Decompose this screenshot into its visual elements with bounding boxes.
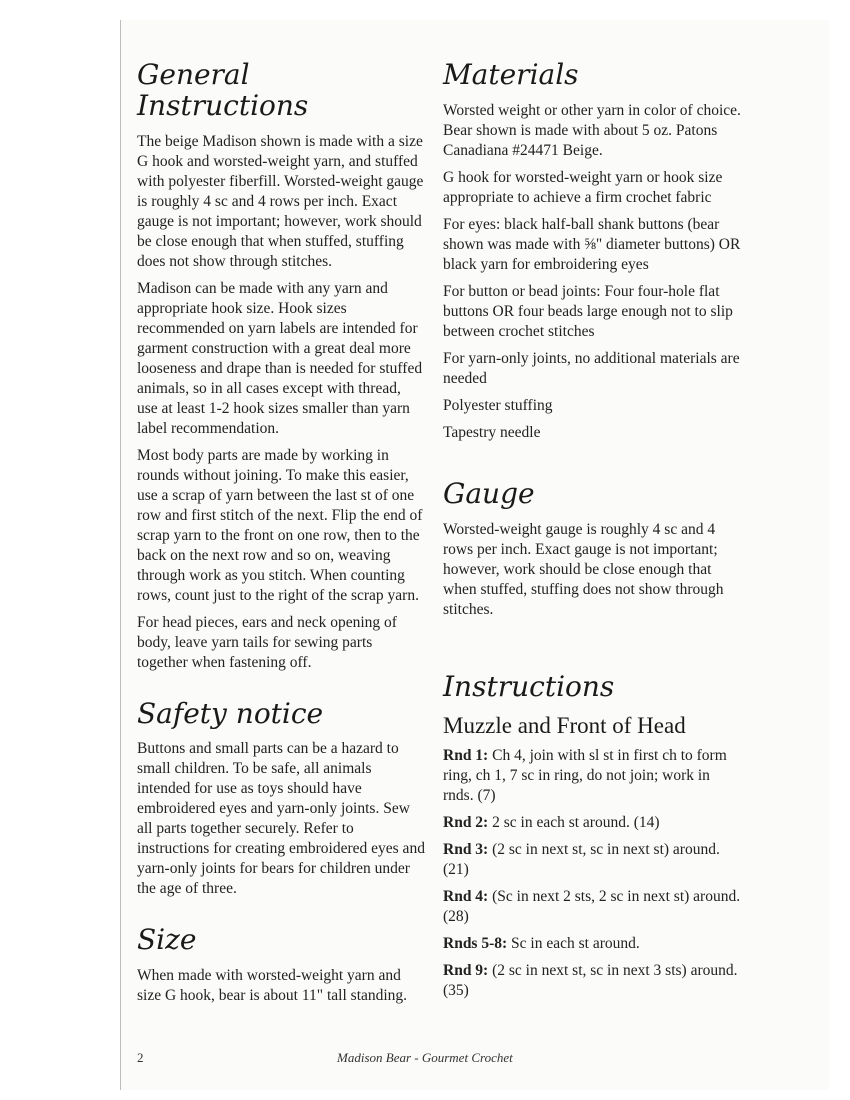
round-instruction (443, 813, 743, 833)
round-text: (Sc in next 2 sts, 2 sc in next st) around. (28) (443, 887, 741, 925)
safety-notice-text: Buttons and small parts can be a hazard to small children. To be safe, all animals intended for use as toys should have embroidered eyes and yarn-only joints. Sew all parts together securely. Refer to instructions for creating embroidered eyes and yarn-only joints for bears for children under the age of three. (137, 740, 425, 898)
muzzle-subheading: Muzzle and Front of Head (443, 713, 686, 739)
safety-notice-heading: Safety notice (137, 696, 324, 730)
gauge-heading: Gauge (443, 476, 535, 510)
materials-item: Tapestry needle (443, 423, 541, 441)
size-heading: Size (137, 923, 197, 957)
round-instruction (443, 840, 743, 880)
right-column (443, 60, 743, 1008)
document-page (120, 20, 829, 1090)
left-column (137, 60, 425, 1013)
materials-item: G hook for worsted-weight yarn or hook size appropriate to achieve a firm crochet fabric (443, 168, 723, 206)
round-label: Rnd 4: (443, 887, 489, 905)
materials-item: Polyester stuffing (443, 396, 553, 414)
materials-item: For yarn-only joints, no additional materials are needed (443, 349, 740, 387)
page-number: 2 (137, 1050, 144, 1065)
round-instruction (443, 934, 743, 954)
round-label: Rnd 2: (443, 813, 489, 831)
round-label: Rnd 1: (443, 746, 489, 764)
size-text: When made with worsted-weight yarn and size G hook, bear is about 11" tall standing. (137, 967, 408, 1005)
round-label: Rnd 9: (443, 961, 489, 979)
general-paragraph: Most body parts are made by working in rounds without joining. To make this easier, use a scrap of yarn between the last st of one row and first stitch of the next. Flip the end of scrap yarn to the front on one row, then to the back on the next row and so on, weaving through work as you stitch. When counting rows, count just to the right of the scrap yarn. (137, 446, 423, 604)
gauge-text: Worsted-weight gauge is roughly 4 sc and 4 rows per inch. Exact gauge is not important; however, work should be close enough that when stuffed, stuffing does not show through stitches. (443, 520, 724, 618)
round-text: (2 sc in next st, sc in next 3 sts) around. (35) (443, 961, 738, 999)
round-text: Sc in each st around. (507, 934, 640, 952)
round-label: Rnds 5-8: (443, 934, 508, 952)
materials-item: Worsted weight or other yarn in color of choice. Bear shown is made with about 5 oz. Patons Canadiana #24471 Beige. (443, 101, 741, 159)
general-paragraph: For head pieces, ears and neck opening of body, leave yarn tails for sewing parts together when fastening off. (137, 613, 397, 671)
round-label: Rnd 3: (443, 840, 489, 858)
materials-item: For button or bead joints: Four four-hole flat buttons OR four beads large enough not to slip between crochet stitches (443, 282, 733, 340)
round-instruction (443, 887, 743, 927)
general-paragraph: Madison can be made with any yarn and appropriate hook size. Hook sizes recommended on yarn labels are intended for garment construction with a great deal more looseness and drape than is needed for stuffed animals, so in all cases except with thread, use at least 1-2 hook sizes smaller than yarn label recommendation. (137, 279, 423, 437)
round-text: (2 sc in next st, sc in next st) around. (21) (443, 840, 720, 878)
round-instruction (443, 746, 743, 806)
materials-heading: Materials (443, 58, 579, 91)
round-text: 2 sc in each st around. (14) (488, 813, 660, 831)
footer-title: Madison Bear - Gourmet Crochet (337, 1050, 513, 1065)
round-text: Ch 4, join with sl st in first ch to form ring, ch 1, 7 sc in ring, do not join; work in rnds. (7) (443, 746, 727, 804)
round-instruction (443, 961, 743, 1001)
general-instructions-heading: General Instructions (137, 58, 309, 122)
general-paragraph: The beige Madison shown is made with a size G hook and worsted-weight yarn, and stuffed with polyester fiberfill. Worsted-weight gauge is roughly 4 sc and 4 rows per inch. Exact gauge is not important; however, work should be close enough that when stuffed, stuffing does not show through stitches. (137, 132, 424, 270)
materials-item: For eyes: black half-ball shank buttons (bear shown was made with ⅝" diameter buttons) OR black yarn for embroidering eyes (443, 215, 741, 273)
instructions-heading: Instructions (443, 669, 615, 703)
